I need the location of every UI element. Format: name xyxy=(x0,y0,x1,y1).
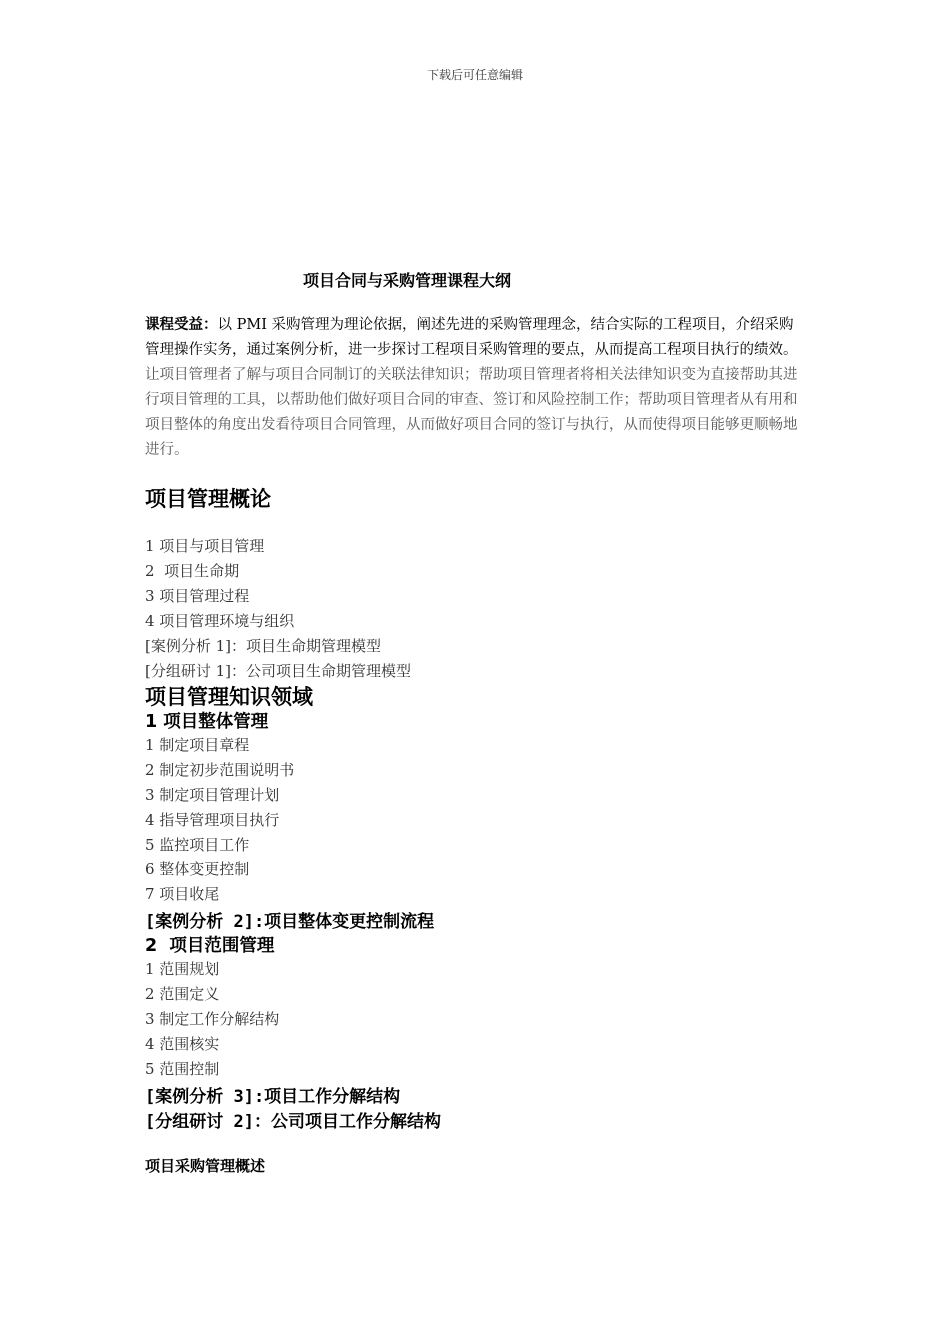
course-benefits-paragraph xyxy=(145,313,805,463)
subsection-heading-integration: 1 项目整体管理 xyxy=(145,712,269,732)
list-item: 1 项目与项目管理 xyxy=(145,537,265,555)
list-item: 4 范围核实 xyxy=(145,1035,220,1053)
list-item: 2 制定初步范围说明书 xyxy=(145,761,295,779)
list-item: 4 指导管理项目执行 xyxy=(145,811,280,829)
course-benefits-text-grey: 让项目管理者了解与项目合同制订的关联法律知识；帮助项目管理者将相关法律知识变为直接帮助其进行项目管理的工具，以帮助他们做好项目合同的审查、签订和风险控制工作；帮助项目管理者从有用和项目整体的角度出发看待项目合同管理，从而做好项目合同的签订与执行，从而使得项目能够更顺畅地进行。 xyxy=(145,367,798,458)
case-study-item: [案例分析 2]:项目整体变更控制流程 xyxy=(145,912,435,932)
list-item: 5 监控项目工作 xyxy=(145,836,250,854)
course-benefits-text: 以 PMI 采购管理为理论依据，阐述先进的采购管理理念，结合实际的工程项目，介绍采购管理操作实务，通过案例分析，进一步探讨工程项目采购管理的要点，从而提高工程项目执行的绩效。 xyxy=(145,317,798,358)
course-benefits-label: 课程受益： xyxy=(145,317,218,333)
list-item: 1 制定项目章程 xyxy=(145,736,250,754)
list-item: 3 制定工作分解结构 xyxy=(145,1010,280,1028)
list-item: 2 项目生命期 xyxy=(145,562,240,580)
section-heading-knowledge-areas: 项目管理知识领域 xyxy=(145,685,313,709)
list-item: 2 范围定义 xyxy=(145,985,220,1003)
list-item: 5 范围控制 xyxy=(145,1060,220,1078)
list-item: 7 项目收尾 xyxy=(145,885,220,903)
document-title: 项目合同与采购管理课程大纲 xyxy=(303,271,512,290)
list-item: [分组研讨 1]：公司项目生命期管理模型 xyxy=(145,662,412,680)
list-item: 1 范围规划 xyxy=(145,960,220,978)
list-item: 3 制定项目管理计划 xyxy=(145,786,280,804)
subsection-heading-scope: 2 项目范围管理 xyxy=(145,936,275,956)
section-heading-overview: 项目管理概论 xyxy=(145,487,271,511)
group-discussion-item: [分组研讨 2]：公司项目工作分解结构 xyxy=(145,1112,441,1132)
list-item: 4 项目管理环境与组织 xyxy=(145,612,295,630)
section-heading-procurement: 项目采购管理概述 xyxy=(145,1157,266,1175)
list-item: 3 项目管理过程 xyxy=(145,587,250,605)
case-study-item: [案例分析 3]:项目工作分解结构 xyxy=(145,1087,401,1107)
header-note: 下载后可任意编辑 xyxy=(426,68,523,82)
list-item: [案例分析 1]：项目生命期管理模型 xyxy=(145,637,382,655)
list-item: 6 整体变更控制 xyxy=(145,860,250,878)
